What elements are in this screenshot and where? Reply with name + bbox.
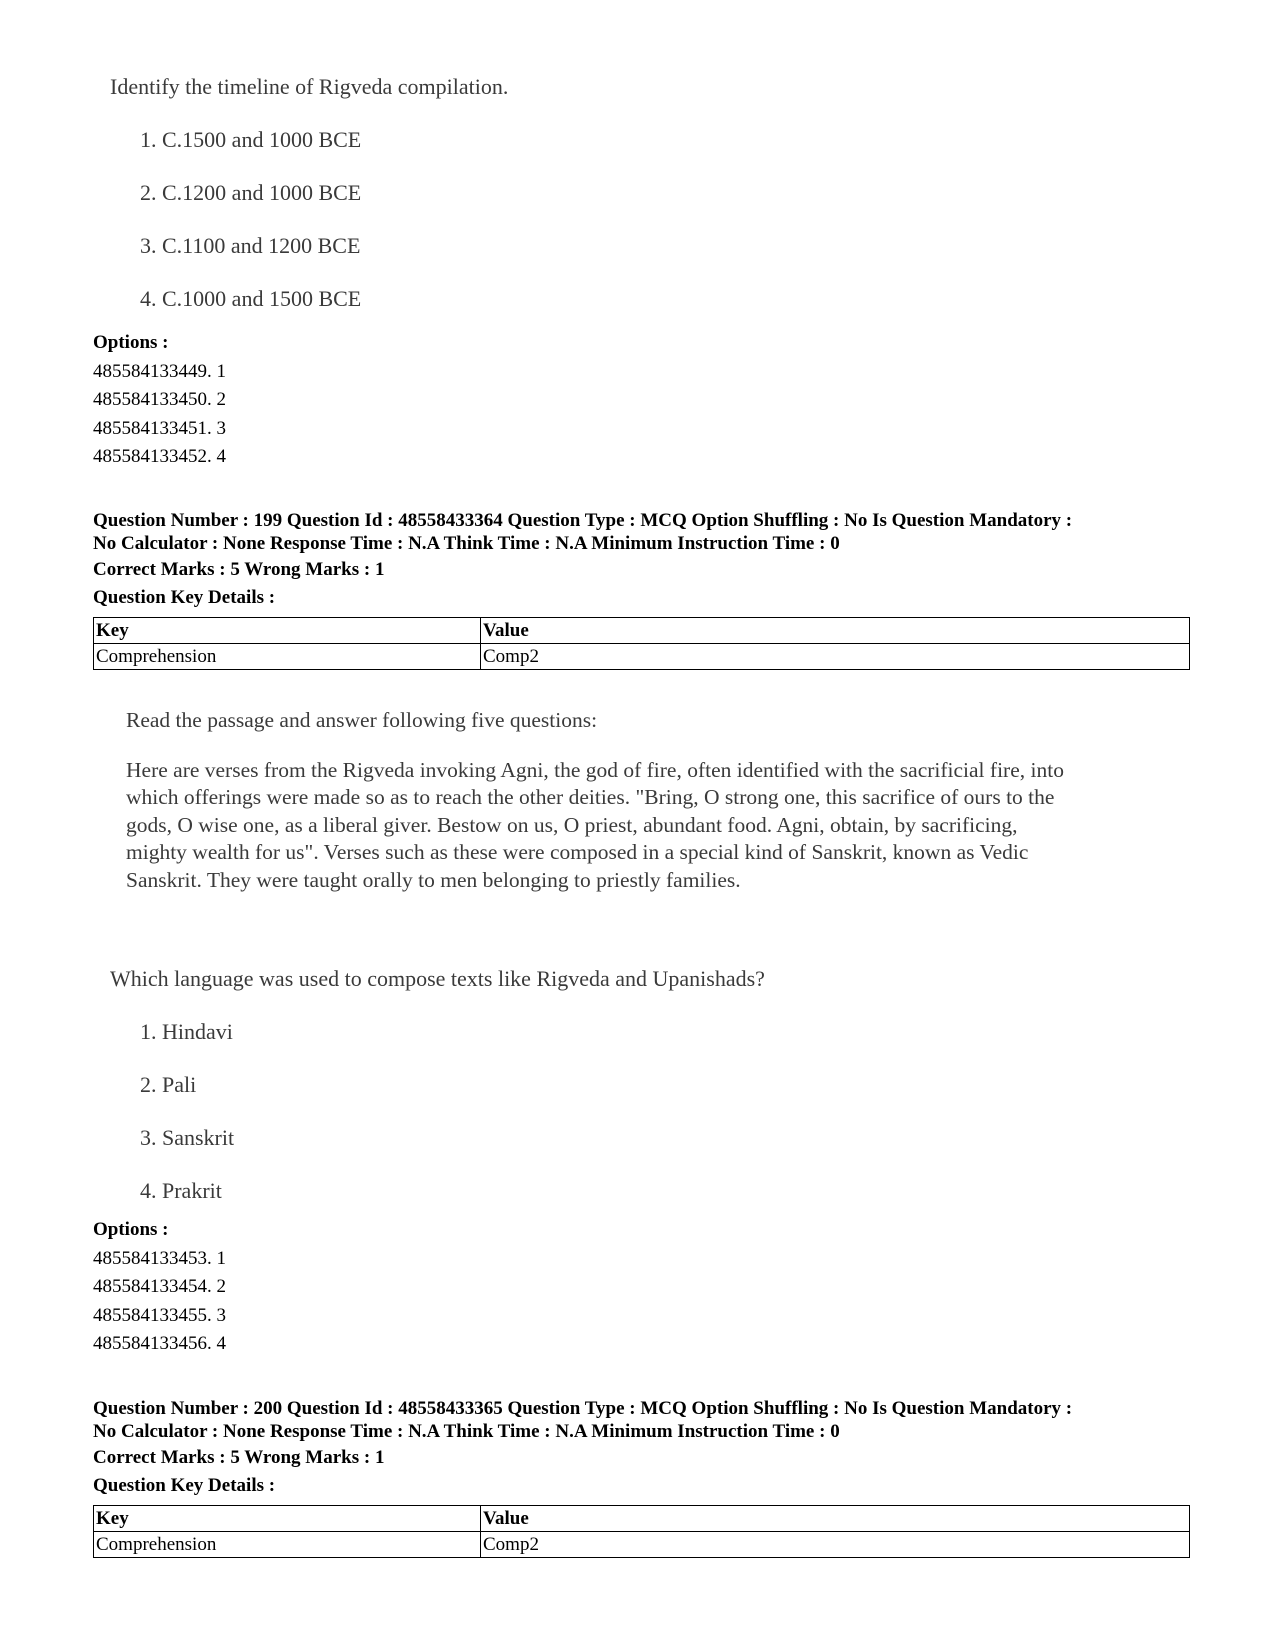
q198-stem: Identify the timeline of Rigveda compilation. bbox=[110, 74, 509, 99]
q199-meta-line1: Question Number : 199 Question Id : 48558433364 Question Type : MCQ Option Shuffling : No Is Question Mandatory : bbox=[93, 510, 1073, 531]
q199-passage-line-1: Here are verses from the Rigveda invoking Agni, the god of fire, often identified with the sacrificial fire, into bbox=[126, 757, 1064, 782]
q199-marks: Correct Marks : 5 Wrong Marks : 1 bbox=[93, 559, 385, 580]
q200-key-table-header bbox=[94, 1506, 1190, 1532]
q200-meta bbox=[93, 1397, 1193, 1443]
q199-options-block bbox=[93, 1216, 226, 1359]
q200-value-header: Value bbox=[481, 1506, 1190, 1532]
q200-row-key: Comprehension bbox=[94, 1532, 481, 1558]
q199-passage-line-2: which offerings were made so as to reach the other deities. "Bring, O strong one, this sacrifice of ours to the bbox=[126, 785, 1055, 809]
q199-option-2: 485584133454. 2 bbox=[93, 1276, 226, 1297]
q199-choice-3: 3. Sanskrit bbox=[140, 1125, 235, 1150]
q199-row-key: Comprehension bbox=[94, 644, 481, 670]
q200-key-header: Key bbox=[94, 1506, 481, 1532]
q200-marks: Correct Marks : 5 Wrong Marks : 1 bbox=[93, 1447, 385, 1468]
q199-passage-line-3: gods, O wise one, as a liberal giver. Bestow on us, O priest, abundant food. Agni, obtain, by sacrificing, bbox=[126, 812, 1018, 837]
q198-options-label: Options : bbox=[93, 332, 169, 353]
q198-option-4: 485584133452. 4 bbox=[93, 446, 226, 467]
q200-row-value: Comp2 bbox=[481, 1532, 1190, 1558]
q199-passage-line-5: Sanskrit. They were taught orally to men belonging to priestly families. bbox=[126, 867, 741, 892]
q199-stem: Which language was used to compose texts like Rigveda and Upanishads? bbox=[110, 966, 765, 991]
q198-choice-2: 2. C.1200 and 1000 BCE bbox=[140, 180, 362, 205]
q198-choice-3: 3. C.1100 and 1200 BCE bbox=[140, 233, 361, 258]
q198-choice-1: 1. C.1500 and 1000 BCE bbox=[140, 127, 362, 152]
q199-key-header: Key bbox=[94, 618, 481, 644]
q199-options-label: Options : bbox=[93, 1219, 169, 1240]
q199-key-details-label: Question Key Details : bbox=[93, 587, 276, 608]
q199-option-3: 485584133455. 3 bbox=[93, 1304, 226, 1326]
q198-option-2: 485584133450. 2 bbox=[93, 389, 226, 410]
q200-key-details-label: Question Key Details : bbox=[93, 1475, 276, 1496]
q198-option-3: 485584133451. 3 bbox=[93, 417, 226, 439]
q198-choice-4: 4. C.1000 and 1500 BCE bbox=[140, 286, 362, 311]
q198-option-1: 485584133449. 1 bbox=[93, 360, 226, 382]
q200-key-table-row bbox=[94, 1532, 1190, 1558]
q199-value-header: Value bbox=[481, 618, 1190, 644]
q200-meta-line1: Question Number : 200 Question Id : 48558433365 Question Type : MCQ Option Shuffling : No Is Question Mandatory : bbox=[93, 1398, 1073, 1419]
q199-row-value: Comp2 bbox=[481, 644, 1190, 670]
q199-choice-2: 2. Pali bbox=[140, 1072, 197, 1097]
q199-passage-line-4: mighty wealth for us". Verses such as these were composed in a special kind of Sanskrit, known as Vedic bbox=[126, 840, 1029, 864]
q200-meta-line2: No Calculator : None Response Time : N.A Think Time : N.A Minimum Instruction Time : 0 bbox=[93, 1421, 840, 1442]
q199-meta-line2: No Calculator : None Response Time : N.A Think Time : N.A Minimum Instruction Time : 0 bbox=[93, 533, 840, 554]
q199-option-4: 485584133456. 4 bbox=[93, 1333, 226, 1354]
q199-option-1: 485584133453. 1 bbox=[93, 1247, 226, 1269]
q199-passage-intro: Read the passage and answer following five questions: bbox=[126, 708, 598, 732]
q199-choice-4: 4. Prakrit bbox=[140, 1178, 222, 1203]
q200-key-table bbox=[93, 1505, 1190, 1558]
q199-choice-1: 1. Hindavi bbox=[140, 1019, 233, 1044]
